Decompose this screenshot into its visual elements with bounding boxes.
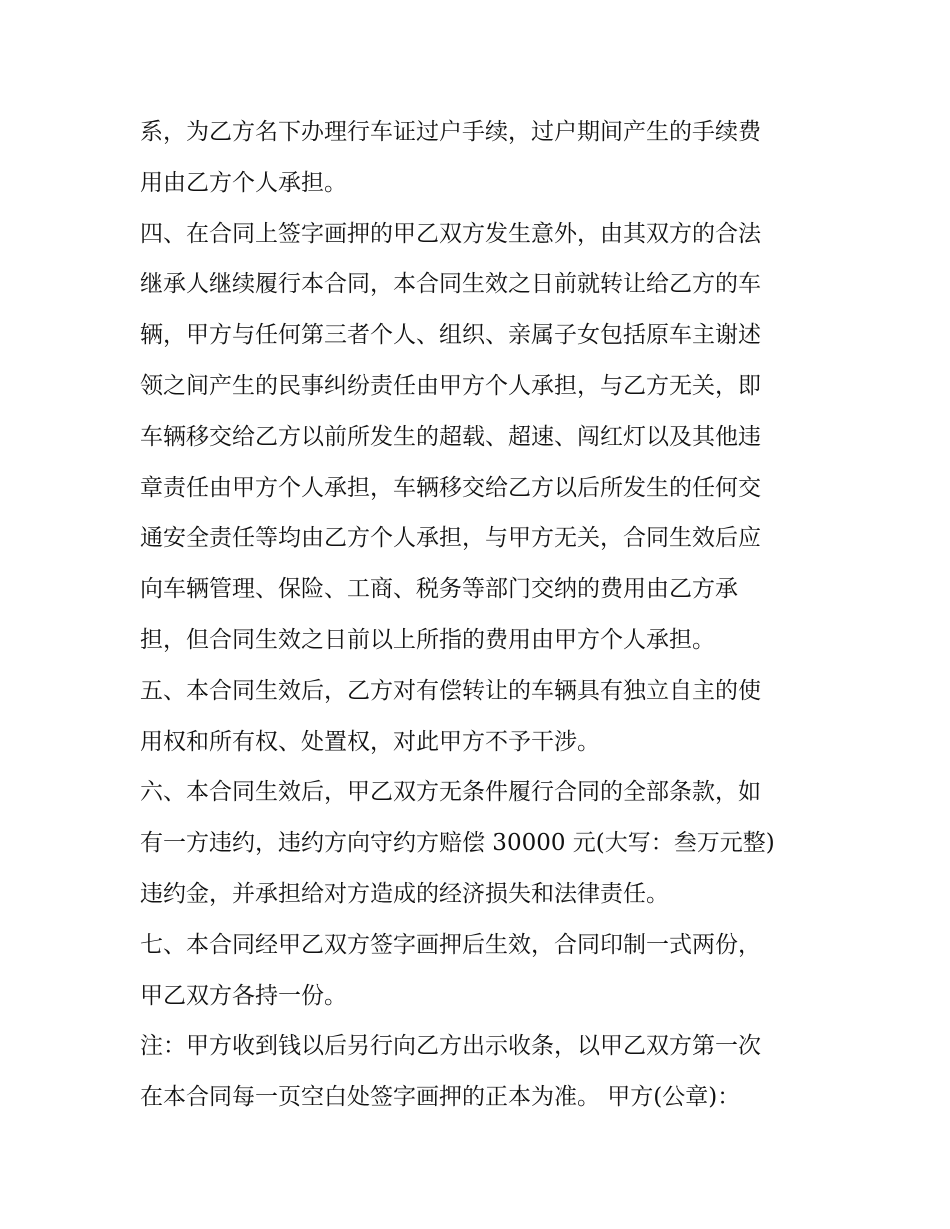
- text-line: 有一方违约，违约方向守约方赔偿 30000 元(大写：叁万元整): [140, 830, 775, 857]
- text-line: 注：甲方收到钱以后另行向乙方出示收条，以甲乙双方第一次: [140, 1033, 761, 1060]
- text-line: 七、本合同经甲乙双方签字画押后生效，合同印制一式两份，: [140, 931, 761, 958]
- text-line: 向车辆管理、保险、工商、税务等部门交纳的费用由乙方承: [140, 576, 738, 603]
- text-line: 四、在合同上签字画押的甲乙双方发生意外，由其双方的合法: [140, 220, 761, 247]
- text-line: 甲乙双方各持一份。: [140, 982, 347, 1009]
- text-line: 章责任由甲方个人承担，车辆移交给乙方以后所发生的任何交: [140, 474, 761, 501]
- text-line: 五、本合同生效后，乙方对有偿转让的车辆具有独立自主的使: [140, 677, 761, 704]
- contract-text: [140, 107, 820, 1123]
- text-line: 通安全责任等均由乙方个人承担，与甲方无关，合同生效后应: [140, 525, 761, 552]
- text-line: 继承人继续履行本合同，本合同生效之日前就转让给乙方的车: [140, 271, 761, 298]
- text-line: 在本合同每一页空白处签字画押的正本为准。 甲方(公章)：: [140, 1084, 741, 1111]
- text-line: 辆，甲方与任何第三者个人、组织、亲属子女包括原车主谢述: [140, 322, 761, 349]
- text-line: 违约金，并承担给对方造成的经济损失和法律责任。: [140, 880, 669, 907]
- text-line: 用权和所有权、处置权，对此甲方不予干涉。: [140, 728, 600, 755]
- text-line: 用由乙方个人承担。: [140, 169, 347, 196]
- text-line: 领之间产生的民事纠纷责任由甲方个人承担，与乙方无关，即: [140, 372, 761, 399]
- text-line: 六、本合同生效后，甲乙双方无条件履行合同的全部条款，如: [140, 779, 761, 806]
- text-line: 系，为乙方名下办理行车证过户手续，过户期间产生的手续费: [140, 119, 761, 145]
- text-line: 担，但合同生效之日前以上所指的费用由甲方个人承担。: [140, 626, 715, 653]
- text-line: 车辆移交给乙方以前所发生的超载、超速、闯红灯以及其他违: [140, 423, 761, 450]
